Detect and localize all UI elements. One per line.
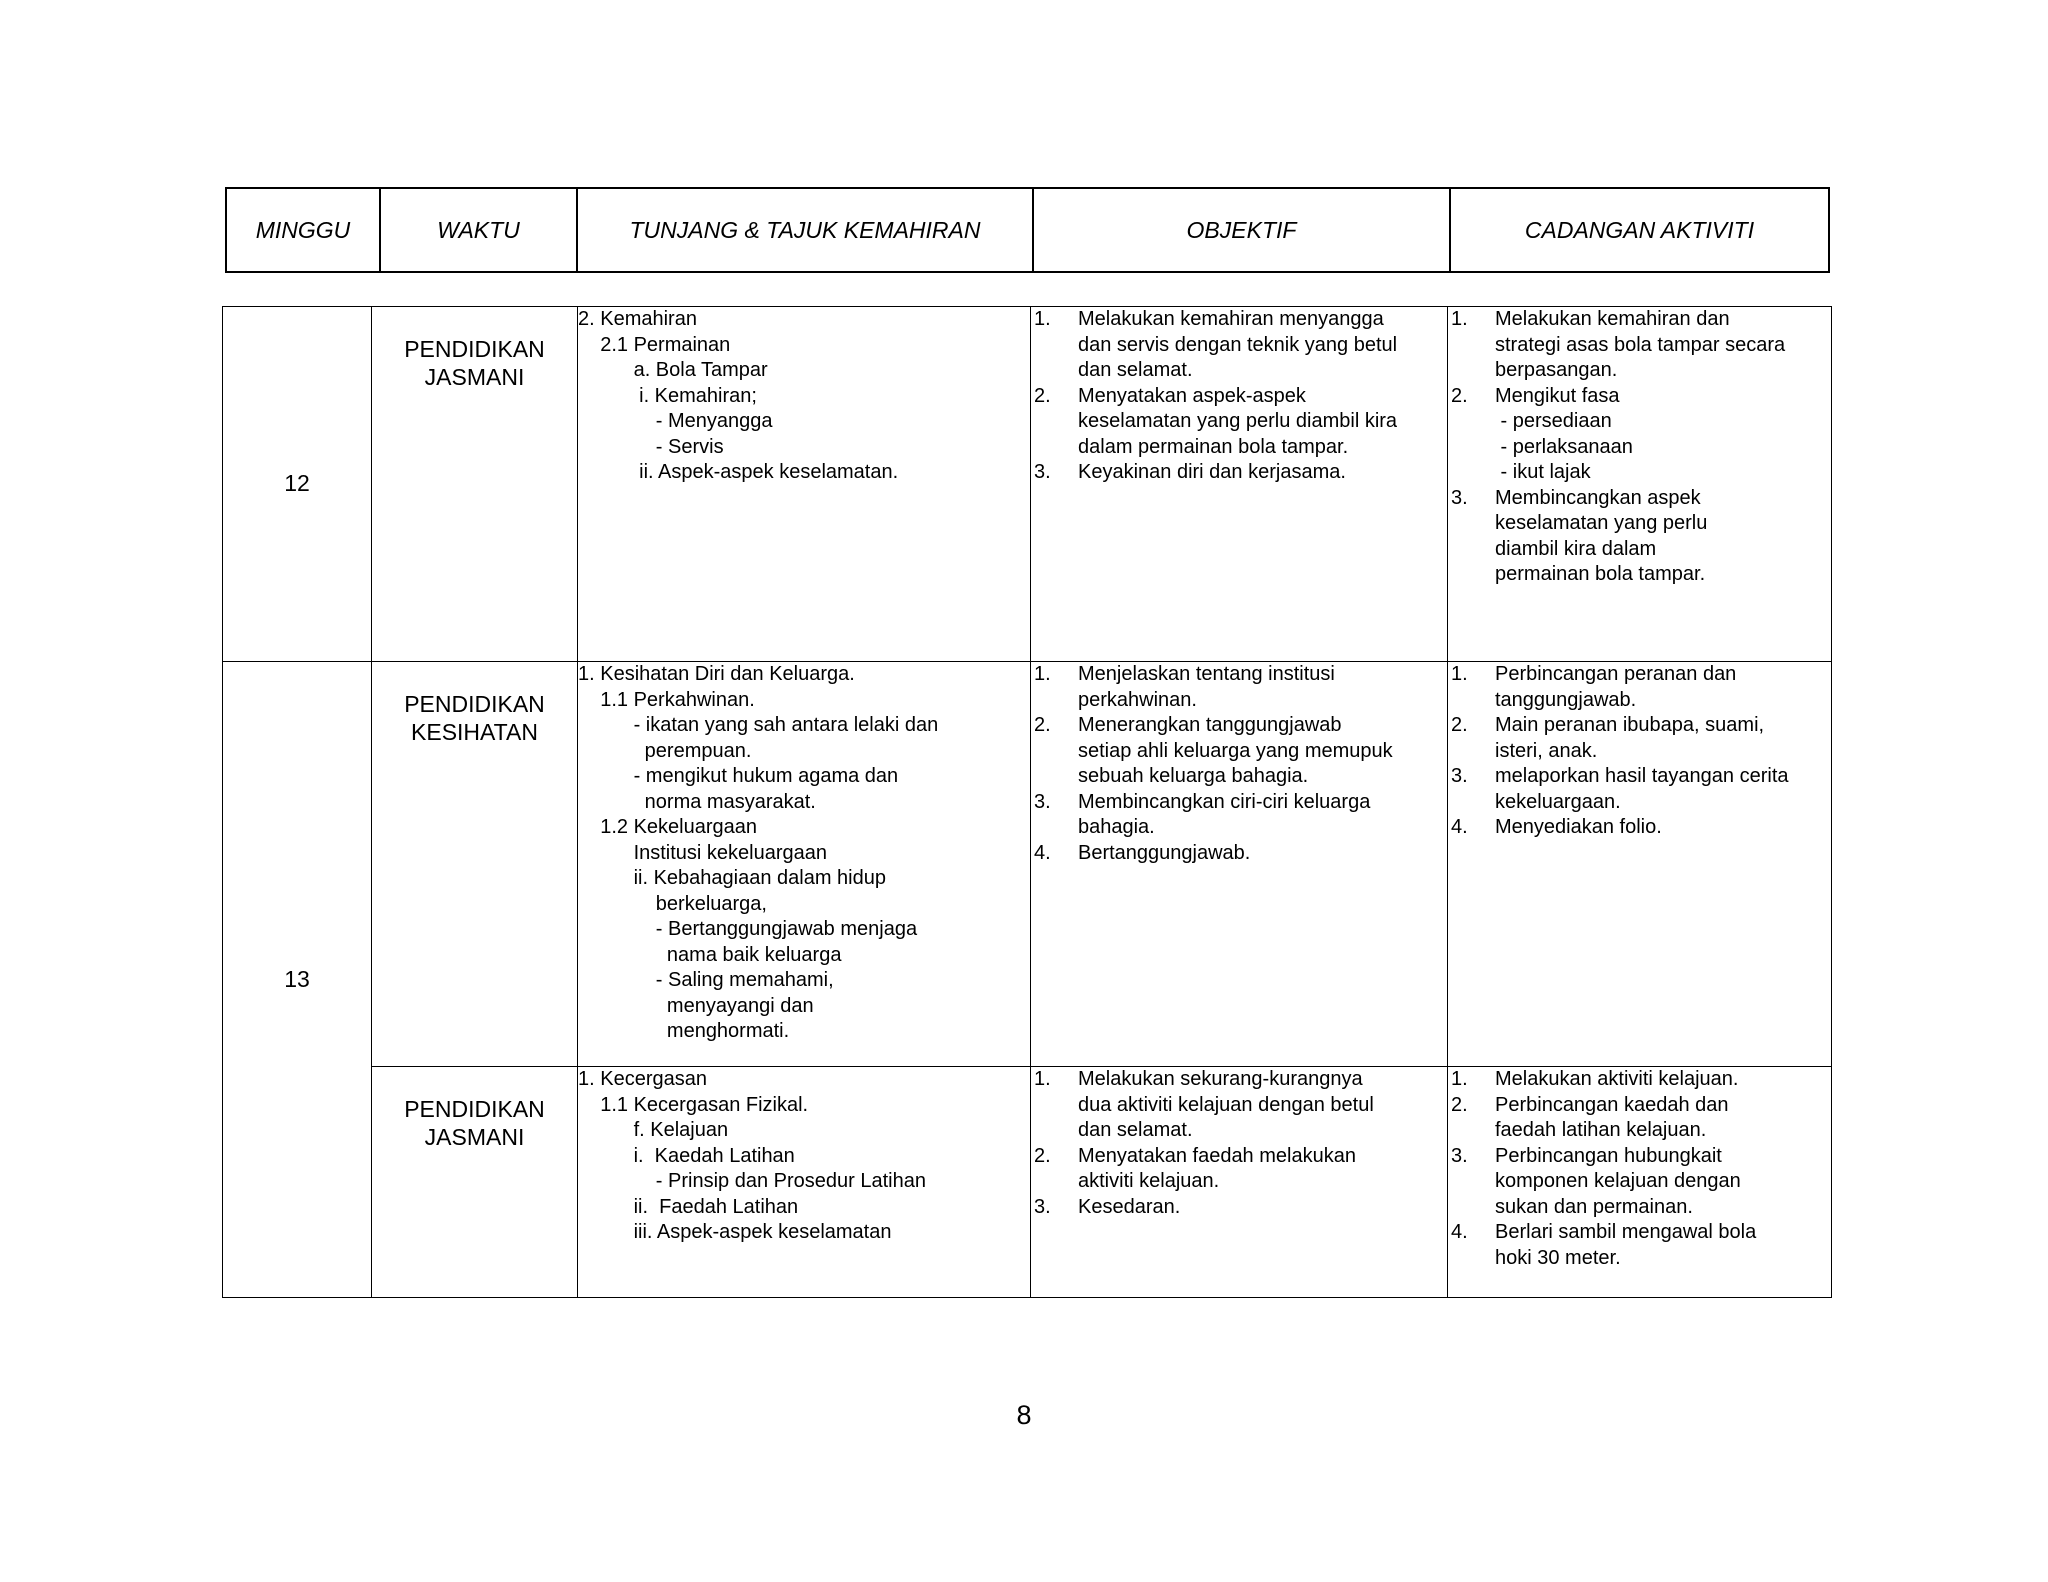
list-item-line <box>1448 1246 1831 1272</box>
skill-cell <box>578 662 1031 1067</box>
list-item-line <box>1031 1169 1447 1195</box>
list-item-number <box>1448 562 1495 588</box>
activity-cell <box>1448 662 1832 1067</box>
header-table <box>225 187 1830 273</box>
list-item-text: setiap ahli keluarga yang memupuk <box>1078 739 1393 762</box>
list-item-number: 1. <box>1034 663 1051 685</box>
skill-line: 1. Kesihatan Diri dan Keluarga. <box>578 663 855 685</box>
list-item-line <box>1448 1118 1831 1144</box>
list-item-number: 2. <box>1451 1093 1468 1116</box>
list-item-text: keselamatan yang perlu <box>1495 512 1708 534</box>
list-item-text: Main peranan ibubapa, suami, <box>1495 714 1765 736</box>
activity-cell <box>1448 1067 1832 1298</box>
list-item-number: 4. <box>1034 841 1051 864</box>
list-item-text: keselamatan yang perlu diambil kira <box>1078 410 1398 432</box>
subject-cell <box>372 1067 578 1298</box>
skill-line: i. Kaedah Latihan <box>578 1144 795 1167</box>
list-item-text: Melakukan sekurang-kurangnya <box>1078 1068 1363 1090</box>
skill-line: 2.1 Permainan <box>578 333 731 356</box>
skill-line: 1.2 Kekeluargaan <box>578 816 758 838</box>
objective-cell <box>1031 1067 1448 1298</box>
list-item-text: hoki 30 meter. <box>1495 1246 1621 1269</box>
list-item-line <box>1031 1144 1447 1170</box>
list-item-number: 2. <box>1034 1144 1051 1167</box>
list-item-text: Melakukan kemahiran menyangga <box>1078 308 1384 330</box>
list-item-number <box>1448 1118 1495 1144</box>
list-item-text: permainan bola tampar. <box>1495 563 1706 585</box>
list-item-number: 1. <box>1451 1068 1468 1090</box>
week-cell: 13 <box>223 662 372 1298</box>
list-item-number: 4. <box>1451 1221 1468 1243</box>
list-item-number: 3. <box>1034 461 1051 483</box>
list-item-line <box>1448 713 1831 739</box>
skill-line: ii. Aspek-aspek keselamatan. <box>578 461 899 483</box>
list-item-text: Melakukan kemahiran dan <box>1495 308 1730 330</box>
table-row-week-12 <box>223 307 1832 662</box>
list-item-line <box>1031 790 1447 816</box>
list-item-line <box>1031 688 1447 714</box>
subject-line-1: PENDIDIKAN <box>404 1096 545 1122</box>
list-item-number: 1. <box>1034 308 1051 330</box>
list-item-line <box>1031 333 1447 359</box>
list-item-line <box>1448 1144 1831 1170</box>
table-row-week-13-a <box>223 662 1832 1067</box>
list-item-text: aktiviti kelajuan. <box>1078 1170 1220 1192</box>
list-item-text: Berlari sambil mengawal bola <box>1495 1221 1757 1243</box>
list-item-text: strategi asas bola tampar secara <box>1495 333 1786 356</box>
subject-line-1: PENDIDIKAN <box>404 336 545 362</box>
list-item-text: sukan dan permainan. <box>1495 1195 1693 1218</box>
list-item-line <box>1448 358 1831 384</box>
list-item-text: Membincangkan ciri-ciri keluarga <box>1078 790 1371 813</box>
list-item-number <box>1448 790 1495 816</box>
subject-line-1: PENDIDIKAN <box>404 691 545 717</box>
list-item-line <box>1031 1195 1447 1221</box>
list-item-line <box>1031 384 1447 410</box>
skill-cell <box>578 1067 1031 1298</box>
list-item-line <box>1031 713 1447 739</box>
list-item-text: Keyakinan diri dan kerjasama. <box>1078 461 1346 483</box>
skill-line: menyayangi dan <box>578 994 814 1017</box>
list-item-number <box>1031 333 1078 359</box>
header-row <box>226 188 1829 272</box>
list-item-number <box>1031 1169 1078 1195</box>
skill-line: i. Kemahiran; <box>578 384 757 407</box>
skill-line: f. Kelajuan <box>578 1119 729 1141</box>
list-item-number: 3. <box>1451 765 1468 787</box>
list-item-line <box>1448 815 1831 841</box>
skill-line: - Prinsip dan Prosedur Latihan <box>578 1170 926 1192</box>
objective-cell <box>1031 662 1448 1067</box>
list-item-text: dua aktiviti kelajuan dengan betul <box>1078 1093 1374 1116</box>
skill-line: - Menyangga <box>578 410 773 432</box>
list-item-text: dalam permainan bola tampar. <box>1078 435 1349 458</box>
list-item-number: 2. <box>1034 714 1051 736</box>
list-item-line <box>1448 739 1831 765</box>
skill-line: perempuan. <box>578 739 752 762</box>
list-item-text: tanggungjawab. <box>1495 688 1637 711</box>
list-item-line <box>1448 562 1831 588</box>
skill-line: ii. Kebahagiaan dalam hidup <box>578 867 886 889</box>
list-item-text: Melakukan aktiviti kelajuan. <box>1495 1068 1739 1090</box>
skill-line: 2. Kemahiran <box>578 308 697 330</box>
list-item-number <box>1448 537 1495 563</box>
header-minggu: MINGGU <box>226 188 380 272</box>
list-item-number <box>1031 815 1078 841</box>
list-item-text: kekeluargaan. <box>1495 790 1621 813</box>
list-item-line <box>1448 333 1831 359</box>
skill-line: nama baik keluarga <box>578 943 842 966</box>
subject-line-2: KESIHATAN <box>411 719 538 745</box>
week-cell: 12 <box>223 307 372 662</box>
skill-line: - ikatan yang sah antara lelaki dan <box>578 714 939 736</box>
list-item-line <box>1448 460 1831 486</box>
list-item-text: Menerangkan tanggungjawab <box>1078 714 1342 736</box>
subject-cell <box>372 307 578 662</box>
list-item-line <box>1448 486 1831 512</box>
skill-line: 1. Kecergasan <box>578 1068 707 1090</box>
skill-line: Institusi kekeluargaan <box>578 841 828 864</box>
list-item-number <box>1448 739 1495 765</box>
list-item-line <box>1448 1220 1831 1246</box>
list-item-line <box>1448 688 1831 714</box>
list-item-text: Membincangkan aspek <box>1495 486 1701 509</box>
list-item-number <box>1448 409 1495 435</box>
list-item-number: 3. <box>1034 1195 1051 1218</box>
list-item-text: Perbincangan peranan dan <box>1495 663 1737 685</box>
list-item-number: 3. <box>1034 790 1051 813</box>
list-item-line <box>1031 764 1447 790</box>
skill-line: - mengikut hukum agama dan <box>578 765 899 787</box>
list-item-text: perkahwinan. <box>1078 688 1197 711</box>
list-item-number <box>1448 1246 1495 1272</box>
skill-line: iii. Aspek-aspek keselamatan <box>578 1221 892 1243</box>
list-item-number: 4. <box>1451 816 1468 838</box>
list-item-number <box>1031 409 1078 435</box>
list-item-line <box>1448 662 1831 688</box>
skill-line: a. Bola Tampar <box>578 359 768 381</box>
list-item-text: Perbincangan hubungkait <box>1495 1144 1722 1167</box>
list-item-text: - ikut lajak <box>1495 461 1591 483</box>
list-item-number <box>1031 358 1078 384</box>
list-item-text: - perlaksanaan <box>1495 435 1633 458</box>
subject-cell <box>372 662 578 1067</box>
list-item-number: 1. <box>1034 1068 1051 1090</box>
list-item-text: Menjelaskan tentang institusi <box>1078 663 1335 685</box>
list-item-line <box>1031 662 1447 688</box>
list-item-text: Menyatakan aspek-aspek <box>1078 384 1306 407</box>
list-item-text: sebuah keluarga bahagia. <box>1078 765 1309 787</box>
subject-line-2: JASMANI <box>424 364 525 390</box>
list-item-text: diambil kira dalam <box>1495 537 1657 560</box>
list-item-text: dan selamat. <box>1078 359 1193 381</box>
list-item-line <box>1031 307 1447 333</box>
list-item-text: bahagia. <box>1078 816 1155 838</box>
list-item-number: 3. <box>1451 486 1468 509</box>
list-item-number: 1. <box>1451 663 1468 685</box>
list-item-number <box>1031 435 1078 461</box>
list-item-line <box>1448 764 1831 790</box>
list-item-number <box>1448 1195 1495 1221</box>
lesson-plan-table <box>222 306 1832 1298</box>
header-cadangan: CADANGAN AKTIVITI <box>1450 188 1829 272</box>
list-item-text: Kesedaran. <box>1078 1195 1181 1218</box>
list-item-text: dan servis dengan teknik yang betul <box>1078 333 1398 356</box>
list-item-line <box>1448 435 1831 461</box>
list-item-number: 3. <box>1451 1144 1468 1167</box>
activity-cell <box>1448 307 1832 662</box>
list-item-line <box>1448 1169 1831 1195</box>
list-item-text: isteri, anak. <box>1495 739 1598 762</box>
list-item-number <box>1448 460 1495 486</box>
header-tunjang: TUNJANG & TAJUK KEMAHIRAN <box>577 188 1033 272</box>
list-item-number: 2. <box>1034 384 1051 407</box>
skill-line: - Bertanggungjawab menjaga <box>578 918 918 940</box>
list-item-line <box>1448 384 1831 410</box>
list-item-number <box>1031 739 1078 765</box>
list-item-line <box>1031 358 1447 384</box>
list-item-number <box>1031 1093 1078 1119</box>
objective-cell <box>1031 307 1448 662</box>
skill-line: 1.1 Perkahwinan. <box>578 688 755 711</box>
page-number: 8 <box>1016 1400 1032 1430</box>
skill-line: norma masyarakat. <box>578 790 816 813</box>
list-item-line <box>1448 511 1831 537</box>
list-item-number: 1. <box>1451 308 1468 330</box>
list-item-text: Bertanggungjawab. <box>1078 841 1251 864</box>
list-item-line <box>1031 409 1447 435</box>
skill-line: ii. Faedah Latihan <box>578 1195 799 1218</box>
list-item-number <box>1031 764 1078 790</box>
list-item-text: dan selamat. <box>1078 1119 1193 1141</box>
list-item-text: Menyediakan folio. <box>1495 816 1662 838</box>
list-item-line <box>1031 739 1447 765</box>
list-item-line <box>1031 1067 1447 1093</box>
list-item-line <box>1031 1118 1447 1144</box>
header-objektif: OBJEKTIF <box>1033 188 1450 272</box>
list-item-number <box>1448 688 1495 714</box>
list-item-text: berpasangan. <box>1495 359 1618 381</box>
list-item-line <box>1448 409 1831 435</box>
list-item-number <box>1448 511 1495 537</box>
list-item-line <box>1448 1093 1831 1119</box>
list-item-line <box>1448 790 1831 816</box>
list-item-line <box>1031 1093 1447 1119</box>
skill-line: menghormati. <box>578 1020 790 1042</box>
list-item-line <box>1031 435 1447 461</box>
skill-line: - Servis <box>578 435 724 458</box>
list-item-line <box>1448 307 1831 333</box>
list-item-text: komponen kelajuan dengan <box>1495 1170 1741 1192</box>
list-item-number <box>1031 688 1078 714</box>
list-item-line <box>1031 460 1447 486</box>
list-item-number <box>1031 1118 1078 1144</box>
list-item-number: 2. <box>1451 384 1468 407</box>
list-item-text: faedah latihan kelajuan. <box>1495 1119 1707 1141</box>
list-item-number: 2. <box>1451 714 1468 736</box>
list-item-line <box>1031 815 1447 841</box>
table-row-week-13-b <box>223 1067 1832 1298</box>
list-item-line <box>1448 537 1831 563</box>
header-waktu: WAKTU <box>380 188 577 272</box>
skill-line: berkeluarga, <box>578 892 767 915</box>
list-item-text: melaporkan hasil tayangan cerita <box>1495 765 1789 787</box>
list-item-line <box>1448 1195 1831 1221</box>
list-item-text: - persediaan <box>1495 410 1612 432</box>
skill-line: - Saling memahami, <box>578 969 834 991</box>
list-item-text: Mengikut fasa <box>1495 384 1620 407</box>
list-item-number <box>1448 358 1495 384</box>
list-item-line <box>1031 841 1447 867</box>
skill-cell <box>578 307 1031 662</box>
list-item-text: Menyatakan faedah melakukan <box>1078 1144 1356 1167</box>
list-item-number <box>1448 333 1495 359</box>
list-item-number <box>1448 1169 1495 1195</box>
skill-line: 1.1 Kecergasan Fizikal. <box>578 1093 809 1116</box>
list-item-text: Perbincangan kaedah dan <box>1495 1093 1729 1116</box>
list-item-number <box>1448 435 1495 461</box>
subject-line-2: JASMANI <box>424 1124 525 1150</box>
list-item-line <box>1448 1067 1831 1093</box>
